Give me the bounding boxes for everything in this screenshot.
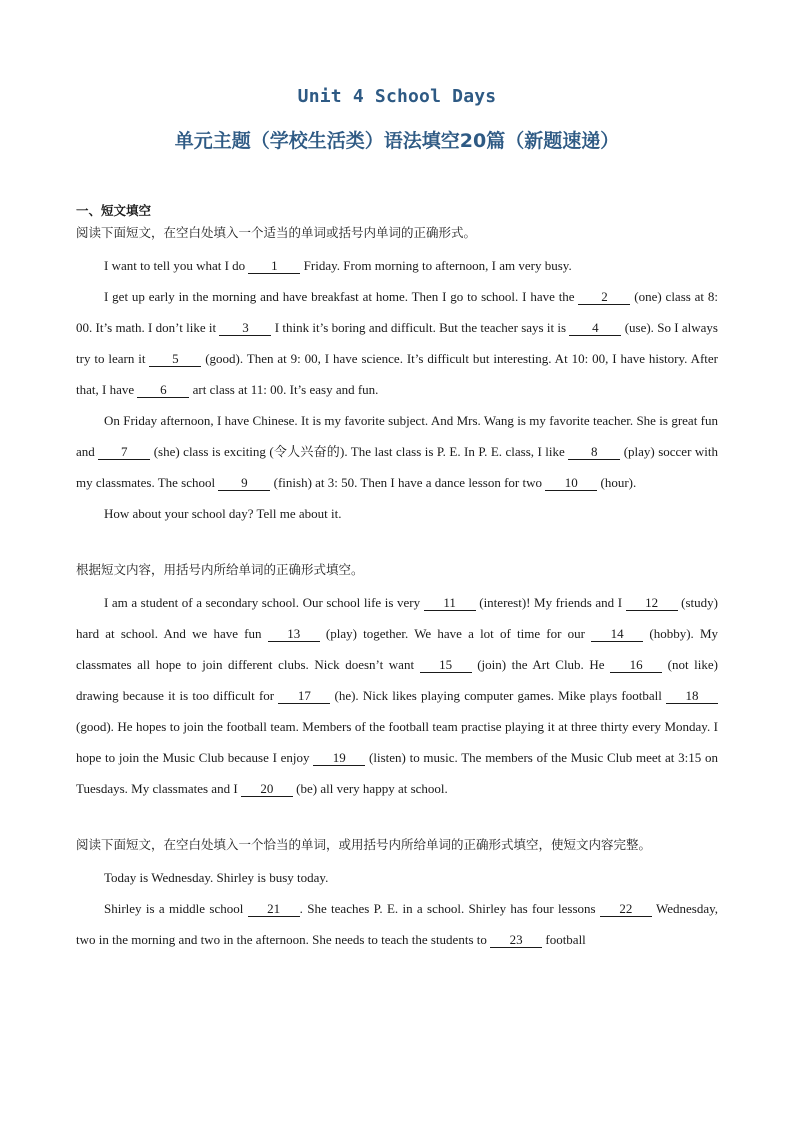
blank-20[interactable]: 20 [241, 782, 293, 797]
paragraph-text: (study) hard at school. And we have fun [76, 595, 718, 641]
blank-13[interactable]: 13 [268, 627, 320, 642]
passage-3 [76, 834, 718, 955]
paragraph [76, 405, 718, 498]
paragraph-text: Friday. From morning to afternoon, I am very busy. [300, 258, 572, 273]
passage-gap [76, 804, 718, 834]
blank-15[interactable]: 15 [420, 658, 472, 673]
paragraph-text: (he). Nick likes playing computer games. Mike plays football [330, 688, 666, 703]
paragraph-text: How about your school day? Tell me about it. [104, 506, 342, 521]
blank-22[interactable]: 22 [600, 902, 652, 917]
passage-instruction: 阅读下面短文，在空白处填入一个适当的单词或括号内单词的正确形式。 [76, 225, 477, 240]
blank-6[interactable]: 6 [137, 383, 189, 398]
blank-5[interactable]: 5 [149, 352, 201, 367]
paragraph-text: (not like) drawing because it is too difficult for [76, 657, 719, 703]
paragraph-text: (be) all very happy at school. [292, 781, 448, 796]
paragraph [76, 893, 718, 955]
title-chinese: 单元主题（学校生活类）语法填空20篇（新题速递） [174, 130, 620, 152]
paragraph-text: (hour). [597, 475, 637, 490]
paragraph-text: I am a student of a secondary school. Our school life is very [104, 595, 424, 610]
blank-12[interactable]: 12 [626, 596, 678, 611]
blank-18[interactable]: 18 [666, 689, 718, 704]
blank-4[interactable]: 4 [569, 321, 621, 336]
paragraph-text: On Friday afternoon, I have Chinese. It is my favorite subject. And Mrs. Wang is my favorite teacher. She is great fun and [76, 413, 718, 459]
paragraph-text: (play) together. We have a lot of time for our [319, 626, 592, 641]
blank-23[interactable]: 23 [490, 933, 542, 948]
passage-paragraphs [76, 587, 718, 804]
paragraph-text: I want to tell you what I do [104, 258, 249, 273]
blank-10[interactable]: 10 [545, 476, 597, 491]
paragraph-text: (hobby). My classmates all hope to join different clubs. Nick doesn’t want [76, 626, 719, 672]
blank-19[interactable]: 19 [313, 751, 365, 766]
paragraph-text: (one) class at 8: 00. It’s math. I don’t like it [76, 289, 719, 335]
paragraph-text: Shirley is a middle school [104, 901, 248, 916]
blank-16[interactable]: 16 [610, 658, 662, 673]
blank-21[interactable]: 21 [248, 902, 300, 917]
paragraph-text: (use). So I always try to learn it [76, 320, 718, 366]
paragraph [76, 862, 718, 893]
blank-8[interactable]: 8 [568, 445, 620, 460]
paragraph-text: football [542, 932, 586, 947]
paragraph-text: I get up early in the morning and have breakfast at home. Then I go to school. I have the [104, 289, 579, 304]
paragraph-text: Wednesday, two in the morning and two in the afternoon. She needs to teach the students to [76, 901, 718, 947]
paragraph-text: (good). He hopes to join the football team. Members of the football team practise playing it at three thirty every Monday. I hope to join the Music Club because I enjoy [76, 719, 718, 765]
section-heading: 一、短文填空 [76, 203, 152, 218]
passage-paragraphs [76, 250, 718, 529]
paragraph-text: (play) soccer with my classmates. The school [76, 444, 718, 490]
blank-14[interactable]: 14 [591, 627, 643, 642]
passage-2 [76, 559, 718, 804]
paragraph [76, 281, 718, 405]
blank-17[interactable]: 17 [278, 689, 330, 704]
passage-gap [76, 529, 718, 559]
paragraph [76, 250, 718, 281]
paragraph-text: I think it’s boring and difficult. But the teacher says it is [271, 320, 570, 335]
document-body [76, 200, 718, 955]
blank-11[interactable]: 11 [424, 596, 476, 611]
passage-instruction: 根据短文内容，用括号内所给单词的正确形式填空。 [76, 562, 364, 577]
paragraph-text: art class at 11: 00. It’s easy and fun. [189, 382, 379, 397]
paragraph-text: (listen) to music. The members of the Music Club meet at 3:15 on Tuesdays. My classmates and I [76, 750, 718, 796]
paragraph [76, 498, 718, 529]
blank-7[interactable]: 7 [98, 445, 150, 460]
paragraph-text: (finish) at 3: 50. Then I have a dance lesson for two [270, 475, 546, 490]
blank-1[interactable]: 1 [248, 259, 300, 274]
blank-2[interactable]: 2 [578, 290, 630, 305]
passage-1 [76, 222, 718, 529]
paragraph-text: Today is Wednesday. Shirley is busy today. [104, 870, 329, 885]
title-english: Unit 4 School Days [297, 86, 497, 107]
paragraph-text: (she) class is exciting (令人兴奋的). The last class is P. E. In P. E. class, I like [150, 444, 569, 459]
blank-3[interactable]: 3 [219, 321, 271, 336]
paragraph [76, 587, 718, 804]
paragraph-text: (join) the Art Club. He [471, 657, 611, 672]
paragraph-text: . She teaches P. E. in a school. Shirley has four lessons [299, 901, 600, 916]
blank-9[interactable]: 9 [218, 476, 270, 491]
passage-instruction: 阅读下面短文，在空白处填入一个恰当的单词，或用括号内所给单词的正确形式填空，使短文内容完整。 [76, 837, 652, 852]
paragraph-text: (good). Then at 9: 00, I have science. It’s difficult but interesting. At 10: 00, I have history. After that, I have [76, 351, 718, 397]
passage-paragraphs [76, 862, 718, 955]
paragraph-text: (interest)! My friends and I [475, 595, 626, 610]
